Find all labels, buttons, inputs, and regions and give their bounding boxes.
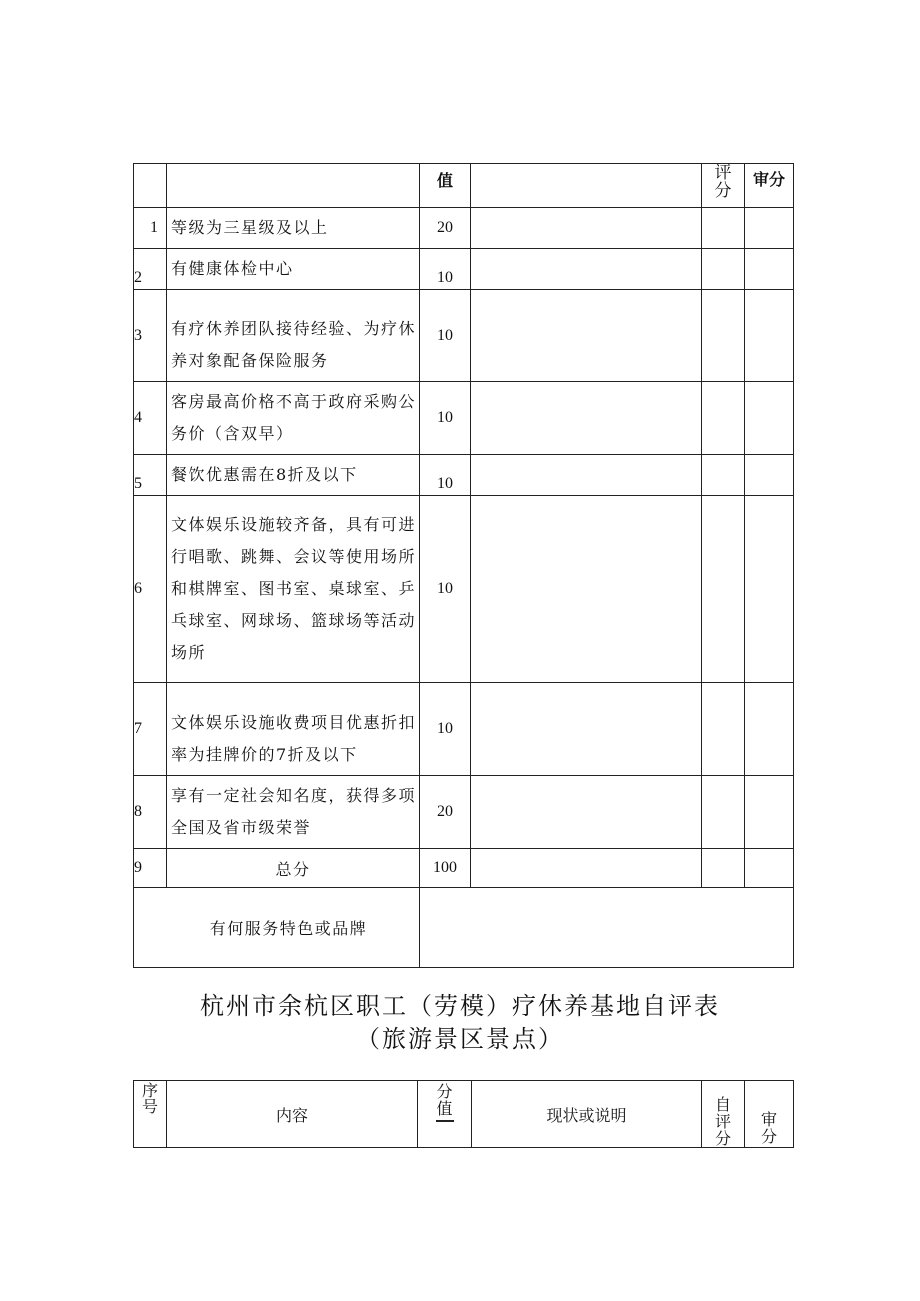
table-row: [134, 776, 794, 849]
audit-score-cell[interactable]: [745, 849, 794, 888]
audit-score-cell[interactable]: [745, 382, 794, 455]
status-cell[interactable]: [471, 849, 702, 888]
row-no: 3: [134, 290, 167, 382]
status-cell[interactable]: [471, 208, 702, 249]
row-no: 8: [134, 776, 167, 849]
audit-score-cell[interactable]: [745, 290, 794, 382]
row-score: 10: [420, 382, 471, 455]
self-score-cell[interactable]: [702, 776, 745, 849]
table-row: [134, 208, 794, 249]
row-score: 10: [420, 455, 471, 496]
row-score: 10: [420, 290, 471, 382]
table-row: [134, 683, 794, 776]
header-no-cell: [134, 164, 167, 208]
row-content: 餐饮优惠需在8折及以下: [167, 455, 420, 496]
page-title: 杭州市余杭区职工（劳模）疗休养基地自评表: [200, 992, 720, 1020]
page-subtitle: （旅游景区景点）: [356, 1025, 564, 1053]
total-label: 总分: [167, 849, 420, 888]
table-row: [134, 382, 794, 455]
status-cell[interactable]: [471, 776, 702, 849]
status-cell[interactable]: [471, 455, 702, 496]
total-score: 100: [420, 849, 471, 888]
header-content: 内容: [167, 1081, 418, 1148]
audit-score-cell[interactable]: [745, 776, 794, 849]
header-self-score: 评 分: [702, 164, 745, 208]
self-score-cell[interactable]: [702, 290, 745, 382]
status-cell[interactable]: [471, 382, 702, 455]
row-content: 文体娱乐设施收费项目优惠折扣率为挂牌价的7折及以下: [167, 683, 420, 776]
table-header-row: [134, 164, 794, 208]
status-cell[interactable]: [471, 290, 702, 382]
self-score-cell[interactable]: [702, 496, 745, 683]
total-row: [134, 849, 794, 888]
header-score: [418, 1081, 472, 1148]
row-no: 5: [134, 455, 167, 496]
row-no: 7: [134, 683, 167, 776]
table-row: [134, 290, 794, 382]
row-content: 文体娱乐设施较齐备，具有可进行唱歌、跳舞、会议等使用场所和棋牌室、图书室、桌球室、乒乓球室、网球场、篮球场等活动场所: [167, 496, 420, 683]
row-score: 20: [420, 776, 471, 849]
audit-score-cell[interactable]: [745, 496, 794, 683]
evaluation-table-continued: [133, 163, 794, 968]
header-content-cell: [167, 164, 420, 208]
self-score-cell[interactable]: [702, 382, 745, 455]
header-status: 现状或说明: [472, 1081, 702, 1148]
row-score: 10: [420, 496, 471, 683]
row-score: 10: [420, 249, 471, 290]
row-no: 4: [134, 382, 167, 455]
header-score: 值: [420, 164, 471, 208]
header-audit-score: 审分: [745, 164, 794, 208]
audit-score-cell[interactable]: [745, 208, 794, 249]
status-cell[interactable]: [471, 683, 702, 776]
total-no: 9: [134, 849, 167, 888]
feature-row: [134, 888, 794, 968]
table-row: [134, 249, 794, 290]
table-row: [134, 455, 794, 496]
row-score: 20: [420, 208, 471, 249]
header-status-cell: [471, 164, 702, 208]
audit-score-cell[interactable]: [745, 455, 794, 496]
row-content: 享有一定社会知名度，获得多项全国及省市级荣誉: [167, 776, 420, 849]
audit-score-cell[interactable]: [745, 249, 794, 290]
feature-label: 有何服务特色或品牌: [134, 888, 420, 968]
row-content: 客房最高价格不高于政府采购公务价（含双早）: [167, 382, 420, 455]
row-content: 等级为三星级及以上: [167, 208, 420, 249]
table-row: [134, 496, 794, 683]
header-score-label: 分 值: [436, 1082, 453, 1118]
status-cell[interactable]: [471, 249, 702, 290]
header-self-score: 自 评 分: [702, 1081, 745, 1148]
row-no: 2: [134, 249, 167, 290]
self-score-cell[interactable]: [702, 249, 745, 290]
row-content: 有疗休养团队接待经验、为疗休养对象配备保险服务: [167, 290, 420, 382]
audit-score-cell[interactable]: [745, 683, 794, 776]
row-no: 1: [134, 208, 167, 249]
feature-input-cell[interactable]: [420, 888, 794, 968]
status-cell[interactable]: [471, 496, 702, 683]
self-score-cell[interactable]: [702, 208, 745, 249]
score-underline: [436, 1120, 454, 1122]
row-score: 10: [420, 683, 471, 776]
self-score-cell[interactable]: [702, 683, 745, 776]
evaluation-table-scenic: [133, 1080, 794, 1148]
header-audit-score: 审 分: [745, 1081, 794, 1148]
self-score-cell[interactable]: [702, 455, 745, 496]
header-no: 序 号: [134, 1081, 167, 1148]
table-header-row: [134, 1081, 794, 1148]
row-content: 有健康体检中心: [167, 249, 420, 290]
self-score-cell[interactable]: [702, 849, 745, 888]
row-no: 6: [134, 496, 167, 683]
